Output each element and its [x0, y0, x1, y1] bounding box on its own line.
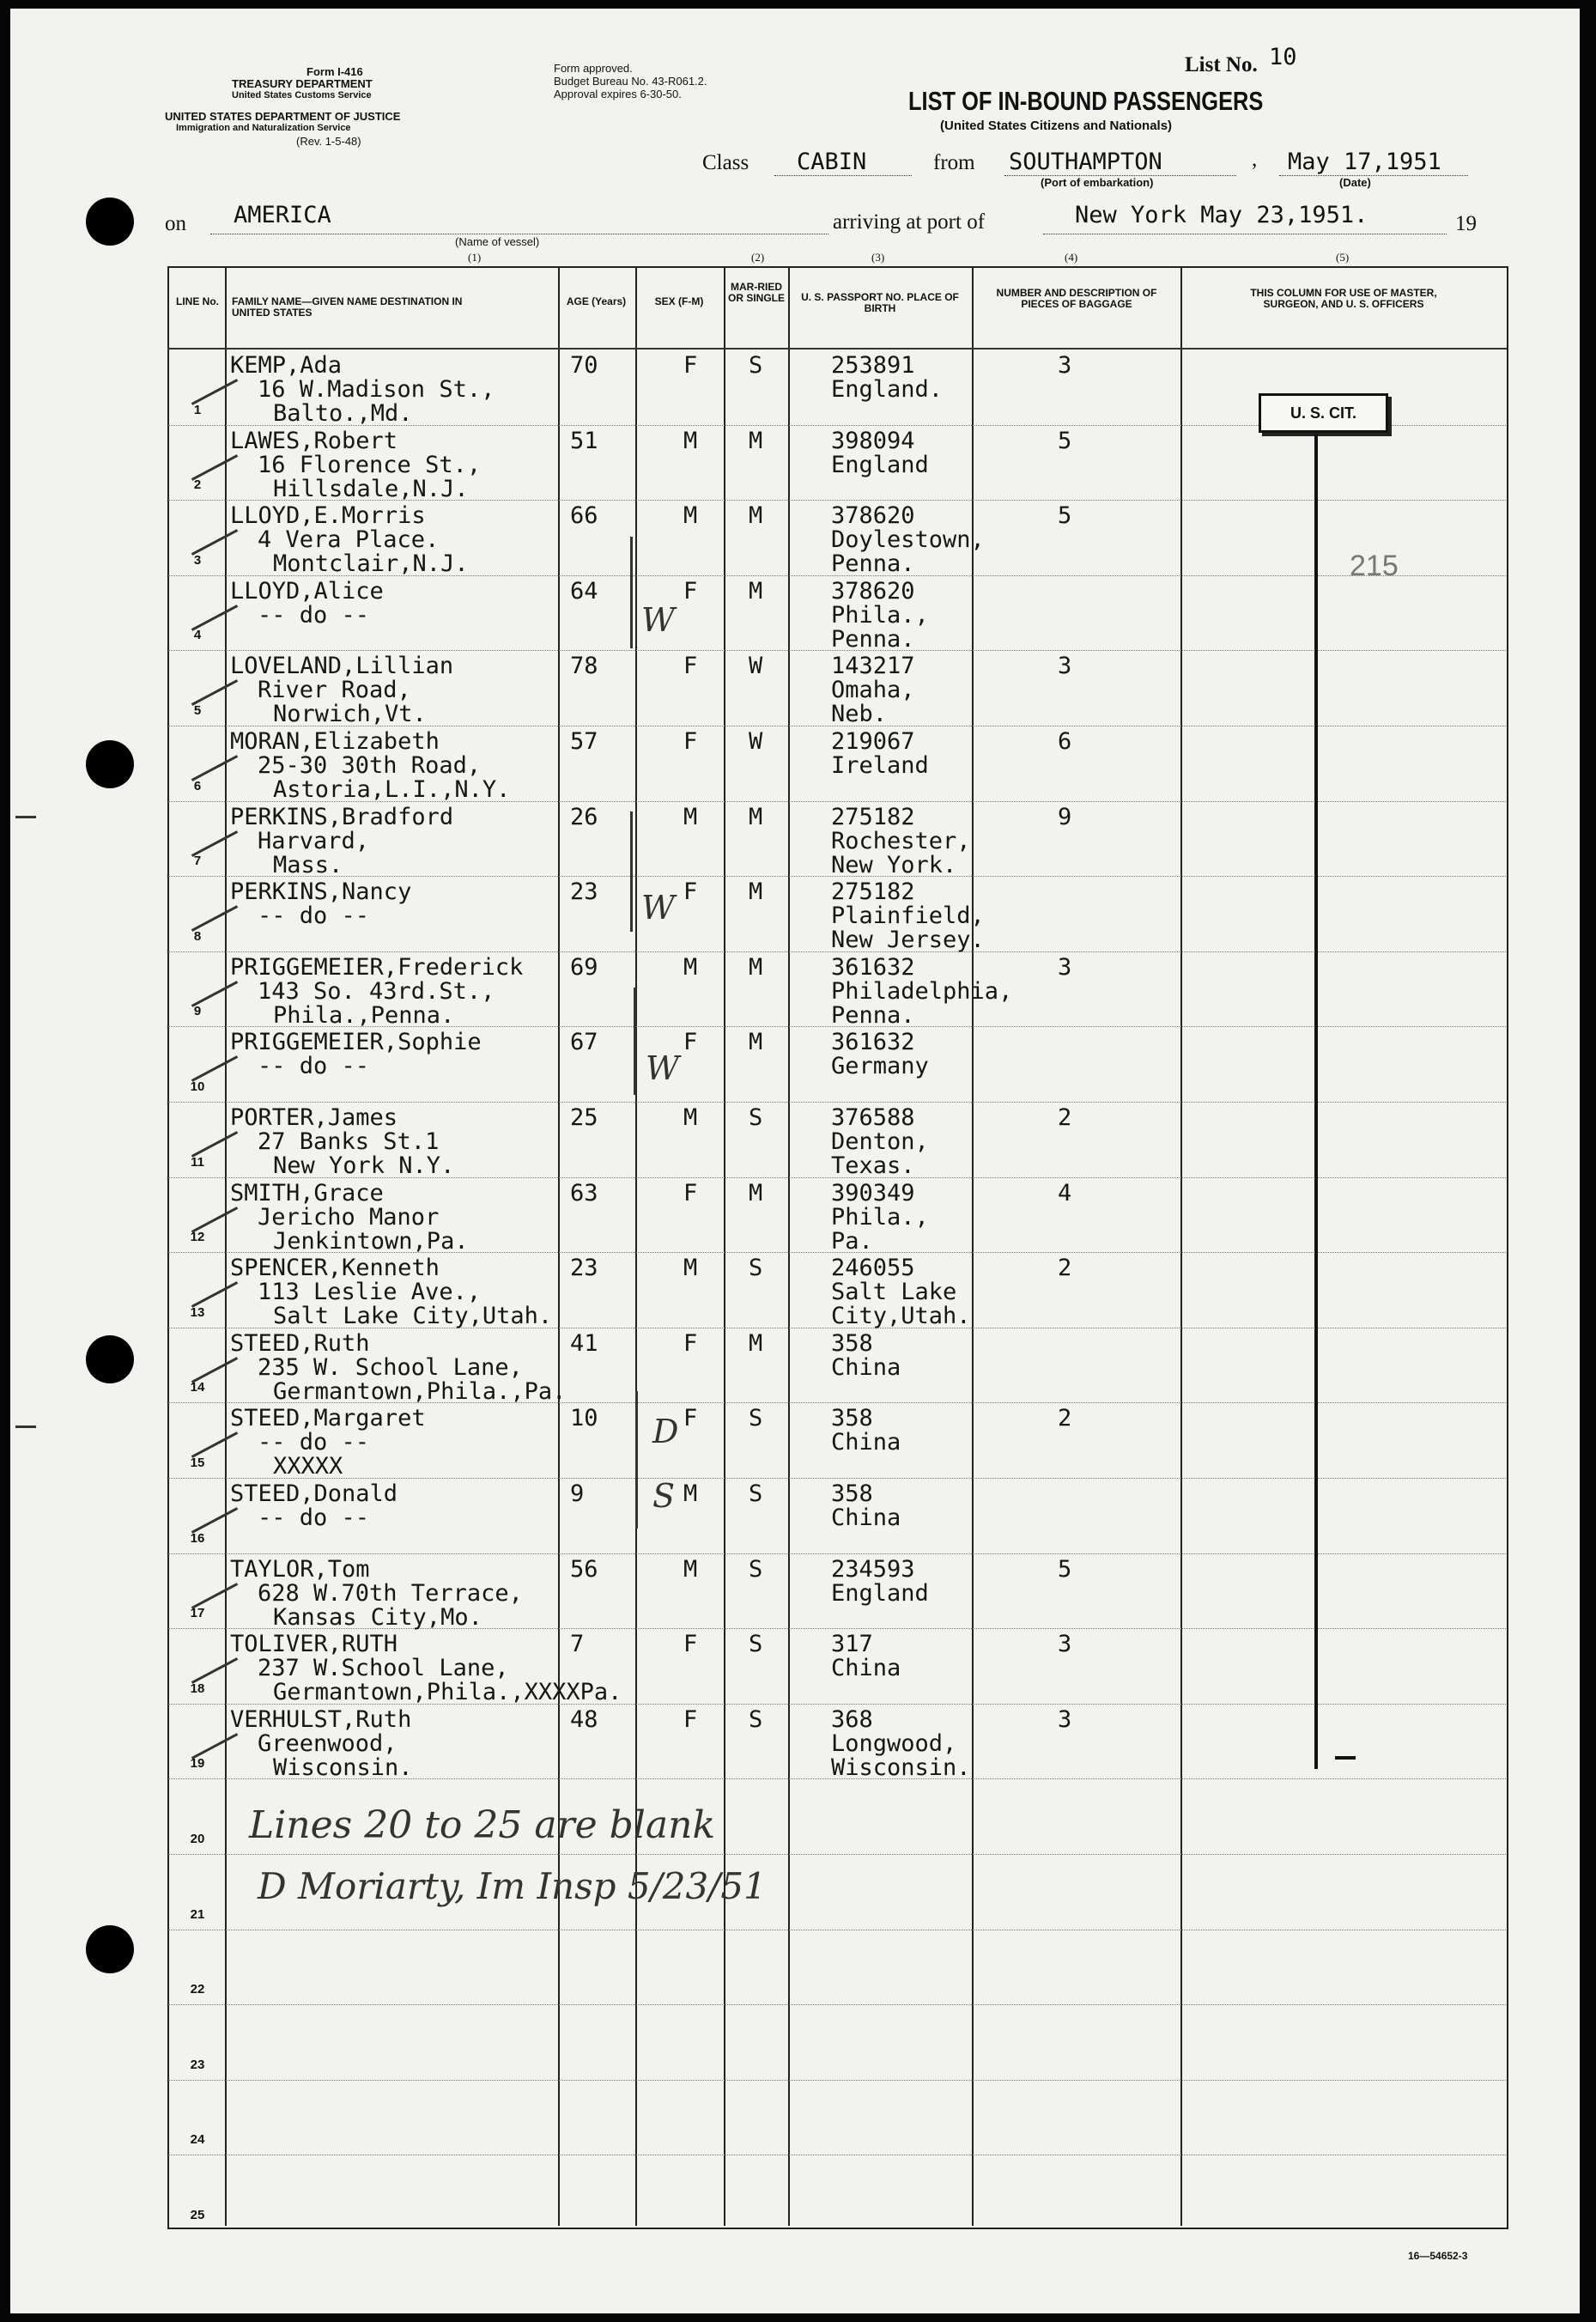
- row-divider: [168, 1102, 1506, 1103]
- cell-addr2: Kansas City,Mo.: [273, 1603, 482, 1631]
- year-prefix: 19: [1455, 212, 1477, 235]
- line-number: 5: [193, 703, 202, 718]
- list-no-value: 10: [1269, 44, 1297, 70]
- cell-age: 57: [570, 728, 598, 755]
- cell-bag: 3: [1058, 1631, 1072, 1658]
- col-header-age: AGE (Years): [566, 295, 627, 307]
- cell-name: MORAN,Elizabeth: [230, 728, 440, 755]
- cell-bag: 3: [1058, 1705, 1072, 1733]
- row-divider: [168, 1854, 1506, 1855]
- cell-name: LOVELAND,Lillian: [230, 653, 454, 680]
- line-number: 25: [190, 2208, 205, 2222]
- cell-bag: 2: [1058, 1405, 1072, 1432]
- class-value: CABIN: [797, 149, 867, 175]
- column-number: (5): [1336, 251, 1350, 264]
- cell-sex: F: [683, 352, 698, 379]
- relation-mark: W: [641, 601, 676, 639]
- cell-ms: S: [749, 352, 763, 379]
- line-number: 20: [190, 1832, 205, 1846]
- cell-addr1: 143 So. 43rd.St.,: [258, 977, 495, 1005]
- cell-ms: S: [749, 1480, 763, 1507]
- customs-service: United States Customs Service: [232, 90, 372, 100]
- cell-addr1: Greenwood,: [258, 1729, 397, 1757]
- line-number: 7: [193, 854, 202, 869]
- cell-pass: 246055: [831, 1255, 915, 1282]
- cell-age: 23: [570, 878, 598, 906]
- line-number: 18: [190, 1681, 205, 1696]
- line-number: 17: [190, 1606, 205, 1621]
- cell-birth1: Rochester,: [831, 827, 971, 854]
- cell-name: PERKINS,Bradford: [230, 803, 454, 830]
- line-number: 16: [190, 1530, 205, 1546]
- cell-name: STEED,Donald: [230, 1480, 398, 1507]
- col-header-baggage: NUMBER AND DESCRIPTION OF PIECES OF BAGGAGE: [996, 287, 1157, 310]
- row-divider: [168, 1478, 1506, 1479]
- cell-ms: S: [749, 1104, 763, 1131]
- cell-birth2: Penna.: [831, 1001, 915, 1029]
- cell-name: PRIGGEMEIER,Sophie: [230, 1029, 482, 1056]
- cell-birth1: England: [831, 1579, 929, 1607]
- cell-addr1: 235 W. School Lane,: [258, 1353, 523, 1381]
- row-divider: [168, 1553, 1506, 1554]
- departure-date: May 17,1951: [1288, 149, 1441, 175]
- cell-birth1: England: [831, 451, 929, 478]
- cell-age: 26: [570, 803, 598, 830]
- cell-ms: M: [749, 577, 763, 605]
- cell-pass: 378620: [831, 502, 915, 530]
- margin-mark: [15, 816, 36, 818]
- class-label: Class: [702, 151, 749, 174]
- port-caption: (Port of embarkation): [1041, 176, 1154, 189]
- cell-age: 48: [570, 1705, 598, 1733]
- cell-bag: 4: [1058, 1179, 1072, 1207]
- cell-sex: F: [683, 878, 698, 906]
- cell-ms: M: [749, 1179, 763, 1207]
- cell-age: 23: [570, 1255, 598, 1282]
- cell-addr2: Hillsdale,N.J.: [273, 475, 469, 502]
- line-number: 9: [193, 1004, 202, 1019]
- cell-birth2: Pa.: [831, 1227, 873, 1255]
- arrival-port-date: New York May 23,1951.: [1075, 202, 1368, 228]
- cell-bag: 9: [1058, 803, 1072, 830]
- cell-sex: M: [683, 1555, 698, 1583]
- document-title: LIST OF IN-BOUND PASSENGERS: [908, 86, 1264, 116]
- line-number: 8: [193, 928, 202, 944]
- footer-code: 16—54652-3: [1408, 2250, 1468, 2262]
- cell-ms: M: [749, 1329, 763, 1357]
- cell-birth1: Doylestown,: [831, 526, 985, 554]
- cell-age: 56: [570, 1555, 598, 1583]
- cell-ms: M: [749, 803, 763, 830]
- relation-mark: S: [652, 1477, 676, 1515]
- cell-birth2: Penna.: [831, 550, 915, 578]
- cell-age: 25: [570, 1104, 598, 1131]
- cell-birth1: Germany: [831, 1053, 929, 1080]
- cell-sex: F: [683, 1179, 698, 1207]
- cell-pass: 368: [831, 1705, 873, 1733]
- cell-birth2: Neb.: [831, 701, 888, 728]
- cell-addr1: Harvard,: [258, 827, 370, 854]
- approval-line-2: Budget Bureau No. 43-R061.2.: [554, 75, 707, 88]
- col-header-passport: U. S. PASSPORT NO. PLACE OF BIRTH: [801, 291, 959, 314]
- binder-hole: [86, 1925, 134, 1973]
- cell-name: PERKINS,Nancy: [230, 878, 412, 906]
- approval-line-3: Approval expires 6-30-50.: [554, 88, 682, 100]
- binder-hole: [86, 1335, 134, 1383]
- cell-pass: 234593: [831, 1555, 915, 1583]
- cell-sex: M: [683, 1480, 698, 1507]
- cell-addr2: Germantown,Phila.,XXXXPa.: [273, 1679, 622, 1706]
- cell-name: PORTER,James: [230, 1104, 398, 1131]
- cell-addr1: Jericho Manor: [258, 1203, 440, 1231]
- line-number: 11: [191, 1154, 204, 1170]
- cell-bag: 5: [1058, 502, 1072, 530]
- arriving-label: arriving at port of: [833, 210, 986, 234]
- line-number: 23: [190, 2057, 205, 2072]
- from-label: from: [933, 151, 975, 174]
- cell-addr2: Salt Lake City,Utah.: [273, 1303, 553, 1330]
- cell-sex: F: [683, 653, 698, 680]
- cell-ms: M: [749, 1029, 763, 1056]
- line-number: 13: [190, 1304, 205, 1320]
- cell-addr1: 628 W.70th Terrace,: [258, 1579, 523, 1607]
- cell-birth1: China: [831, 1429, 901, 1456]
- margin-mark: [15, 1425, 36, 1428]
- column-number: (1): [468, 251, 482, 264]
- cell-addr2: Jenkintown,Pa.: [273, 1227, 469, 1255]
- line-number: 14: [190, 1380, 205, 1395]
- cell-name: LAWES,Robert: [230, 427, 398, 454]
- vessel-caption: (Name of vessel): [455, 235, 540, 248]
- cell-name: TOLIVER,RUTH: [230, 1631, 398, 1658]
- cell-addr2: Mass.: [273, 851, 343, 878]
- cell-age: 41: [570, 1329, 598, 1357]
- relation-mark: W: [646, 1049, 680, 1087]
- cell-pass: 219067: [831, 728, 915, 755]
- cell-name: SMITH,Grace: [230, 1179, 384, 1207]
- cell-sex: M: [683, 803, 698, 830]
- cell-birth1: Longwood,: [831, 1729, 957, 1757]
- cell-birth1: England.: [831, 376, 944, 403]
- cell-bag: 3: [1058, 653, 1072, 680]
- line-number: 19: [190, 1756, 205, 1772]
- cell-addr1: 237 W.School Lane,: [258, 1655, 509, 1682]
- cell-name: PRIGGEMEIER,Frederick: [230, 953, 524, 981]
- cell-sex: M: [683, 953, 698, 981]
- cell-sex: M: [683, 1104, 698, 1131]
- cell-birth1: Philadelphia,: [831, 977, 1013, 1005]
- ins-service: Immigration and Naturalization Service: [176, 123, 351, 133]
- cell-ms: S: [749, 1631, 763, 1658]
- line-number: 3: [193, 552, 202, 568]
- cell-pass: 317: [831, 1631, 873, 1658]
- cell-age: 51: [570, 427, 598, 454]
- cell-birth2: Texas.: [831, 1152, 915, 1179]
- cell-bag: 5: [1058, 427, 1072, 454]
- cell-birth1: Omaha,: [831, 677, 915, 704]
- cell-addr2: Germantown,Phila.,Pa.: [273, 1377, 567, 1405]
- cell-age: 70: [570, 352, 598, 379]
- cell-addr1: 25-30 30th Road,: [258, 752, 482, 779]
- cell-sex: F: [683, 1405, 698, 1432]
- line-number: 2: [193, 477, 202, 493]
- cell-sex: F: [683, 1329, 698, 1357]
- cell-birth2: Penna.: [831, 625, 915, 653]
- cell-name: VERHULST,Ruth: [230, 1705, 412, 1733]
- form-number: Form I-416: [306, 65, 363, 78]
- cell-bag: 2: [1058, 1255, 1072, 1282]
- cell-age: 78: [570, 653, 598, 680]
- cell-sex: F: [683, 1631, 698, 1658]
- cell-bag: 2: [1058, 1104, 1072, 1131]
- col-header-line: LINE No.: [176, 295, 219, 307]
- cell-ms: W: [749, 728, 763, 755]
- cell-ms: M: [749, 953, 763, 981]
- cell-pass: 361632: [831, 953, 915, 981]
- line-number: 15: [190, 1456, 205, 1470]
- row-divider: [168, 2080, 1506, 2081]
- vessel-name: AMERICA: [234, 202, 331, 228]
- cell-pass: 398094: [831, 427, 915, 454]
- col-header-name: FAMILY NAME—GIVEN NAME DESTINATION IN UNITED STATES: [232, 295, 463, 319]
- cell-addr2: New York N.Y.: [273, 1152, 455, 1179]
- cell-birth1: China: [831, 1353, 901, 1381]
- cell-ms: M: [749, 878, 763, 906]
- cell-age: 67: [570, 1029, 598, 1056]
- cell-addr2: Phila.,Penna.: [273, 1001, 455, 1029]
- line-number: 10: [190, 1079, 205, 1094]
- treasury-dept: TREASURY DEPARTMENT: [232, 77, 373, 90]
- stamp-bracket-foot: [1335, 1756, 1356, 1760]
- cell-birth1: China: [831, 1655, 901, 1682]
- cell-bag: 3: [1058, 352, 1072, 379]
- cell-bag: 3: [1058, 953, 1072, 981]
- cell-addr1: 16 W.Madison St.,: [258, 376, 495, 403]
- cell-addr1: 4 Vera Place.: [258, 526, 440, 554]
- cell-addr2: XXXXX: [273, 1453, 343, 1480]
- cell-addr1: 16 Florence St.,: [258, 451, 482, 478]
- cell-pass: 376588: [831, 1104, 915, 1131]
- line-number: 6: [193, 778, 202, 793]
- justice-dept: UNITED STATES DEPARTMENT OF JUSTICE: [165, 110, 401, 123]
- cell-pass: 390349: [831, 1179, 915, 1207]
- document-subtitle: (United States Citizens and Nationals): [940, 119, 1173, 133]
- stamp-number: 215: [1350, 550, 1399, 582]
- cell-age: 63: [570, 1179, 598, 1207]
- line-number: 21: [190, 1906, 205, 1922]
- cell-sex: F: [683, 1029, 698, 1056]
- inspector-signature: D Moriarty, Im Insp 5/23/51: [258, 1865, 767, 1907]
- row-divider: [168, 2004, 1506, 2005]
- cell-birth1: China: [831, 1504, 901, 1531]
- cell-name: STEED,Margaret: [230, 1405, 426, 1432]
- cell-birth1: Phila.,: [831, 601, 929, 629]
- date-caption: (Date): [1339, 176, 1371, 189]
- cell-name: LLOYD,E.Morris: [230, 502, 426, 530]
- cell-addr1: -- do --: [258, 601, 370, 629]
- cell-addr1: -- do --: [258, 1429, 370, 1456]
- cell-pass: 358: [831, 1480, 873, 1507]
- cell-birth1: Phila.,: [831, 1203, 929, 1231]
- cell-sex: M: [683, 1255, 698, 1282]
- cell-birth2: City,Utah.: [831, 1303, 971, 1330]
- cell-ms: W: [749, 653, 763, 680]
- cell-addr2: Montclair,N.J.: [273, 550, 469, 578]
- cell-addr2: Norwich,Vt.: [273, 701, 427, 728]
- cell-sex: F: [683, 577, 698, 605]
- stamp-bracket-line: [1314, 434, 1318, 1769]
- cell-ms: S: [749, 1555, 763, 1583]
- line-number: 24: [190, 2132, 205, 2148]
- cell-birth1: Salt Lake: [831, 1279, 957, 1306]
- cell-sex: M: [683, 427, 698, 454]
- column-number: (4): [1065, 251, 1078, 264]
- cell-sex: F: [683, 728, 698, 755]
- cell-birth1: Denton,: [831, 1128, 929, 1155]
- cell-pass: 275182: [831, 878, 915, 906]
- cell-name: LLOYD,Alice: [230, 577, 384, 605]
- cell-sex: M: [683, 502, 698, 530]
- cell-name: STEED,Ruth: [230, 1329, 370, 1357]
- cell-addr2: Balto.,Md.: [273, 400, 413, 427]
- cell-birth1: Ireland: [831, 752, 929, 779]
- cell-ms: S: [749, 1405, 763, 1432]
- on-label: on: [165, 212, 186, 235]
- relation-mark: W: [641, 889, 676, 927]
- from-value: SOUTHAMPTON: [1009, 149, 1162, 175]
- cell-addr1: 27 Banks St.1: [258, 1128, 440, 1155]
- cell-sex: F: [683, 1705, 698, 1733]
- col-header-officers: THIS COLUMN FOR USE OF MASTER, SURGEON, AND U. S. OFFICERS: [1250, 287, 1437, 310]
- column-number: (3): [871, 251, 885, 264]
- cell-ms: M: [749, 502, 763, 530]
- cell-pass: 361632: [831, 1029, 915, 1056]
- cell-age: 7: [570, 1631, 585, 1658]
- cell-ms: S: [749, 1255, 763, 1282]
- cell-addr1: -- do --: [258, 903, 370, 930]
- cell-age: 64: [570, 577, 598, 605]
- list-no-label: List No.: [1185, 53, 1258, 76]
- relation-mark: D: [652, 1413, 679, 1450]
- cell-pass: 378620: [831, 577, 915, 605]
- col-header-sex: SEX (F-M): [654, 295, 704, 307]
- cell-pass: 143217: [831, 653, 915, 680]
- cell-bag: 6: [1058, 728, 1072, 755]
- cell-addr1: River Road,: [258, 677, 411, 704]
- cell-name: SPENCER,Kenneth: [230, 1255, 440, 1282]
- cell-ms: M: [749, 427, 763, 454]
- cell-pass: 253891: [831, 352, 915, 379]
- cell-age: 66: [570, 502, 598, 530]
- cell-addr1: -- do --: [258, 1504, 370, 1531]
- cell-bag: 5: [1058, 1555, 1072, 1583]
- line-number: 12: [190, 1230, 205, 1245]
- col-header-marital: MAR-RIED OR SINGLE: [727, 281, 785, 304]
- cell-age: 10: [570, 1405, 598, 1432]
- cell-addr1: 113 Leslie Ave.,: [258, 1279, 482, 1306]
- cell-ms: S: [749, 1705, 763, 1733]
- cell-pass: 275182: [831, 803, 915, 830]
- line-number: 22: [190, 1982, 205, 1997]
- cell-age: 9: [570, 1480, 585, 1507]
- cell-addr1: -- do --: [258, 1053, 370, 1080]
- cell-addr2: Astoria,L.I.,N.Y.: [273, 776, 511, 803]
- cell-name: TAYLOR,Tom: [230, 1555, 370, 1583]
- cell-age: 69: [570, 953, 598, 981]
- cell-addr2: Wisconsin.: [273, 1754, 413, 1781]
- line-number: 4: [193, 628, 202, 643]
- binder-hole: [86, 740, 134, 788]
- cell-name: KEMP,Ada: [230, 352, 343, 379]
- cell-birth2: New Jersey.: [831, 927, 985, 954]
- cell-birth2: Wisconsin.: [831, 1754, 971, 1781]
- cell-pass: 358: [831, 1405, 873, 1432]
- approval-line-1: Form approved.: [554, 62, 633, 75]
- column-number: (2): [751, 251, 765, 264]
- binder-hole: [86, 198, 134, 246]
- line-number: 1: [193, 402, 202, 417]
- cell-birth2: New York.: [831, 851, 957, 878]
- citizen-stamp: U. S. CIT.: [1259, 393, 1388, 433]
- cell-birth1: Plainfield,: [831, 903, 985, 930]
- handwritten-note: Lines 20 to 25 are blank: [249, 1803, 716, 1847]
- cell-pass: 358: [831, 1329, 873, 1357]
- form-revision: (Rev. 1-5-48): [296, 135, 361, 148]
